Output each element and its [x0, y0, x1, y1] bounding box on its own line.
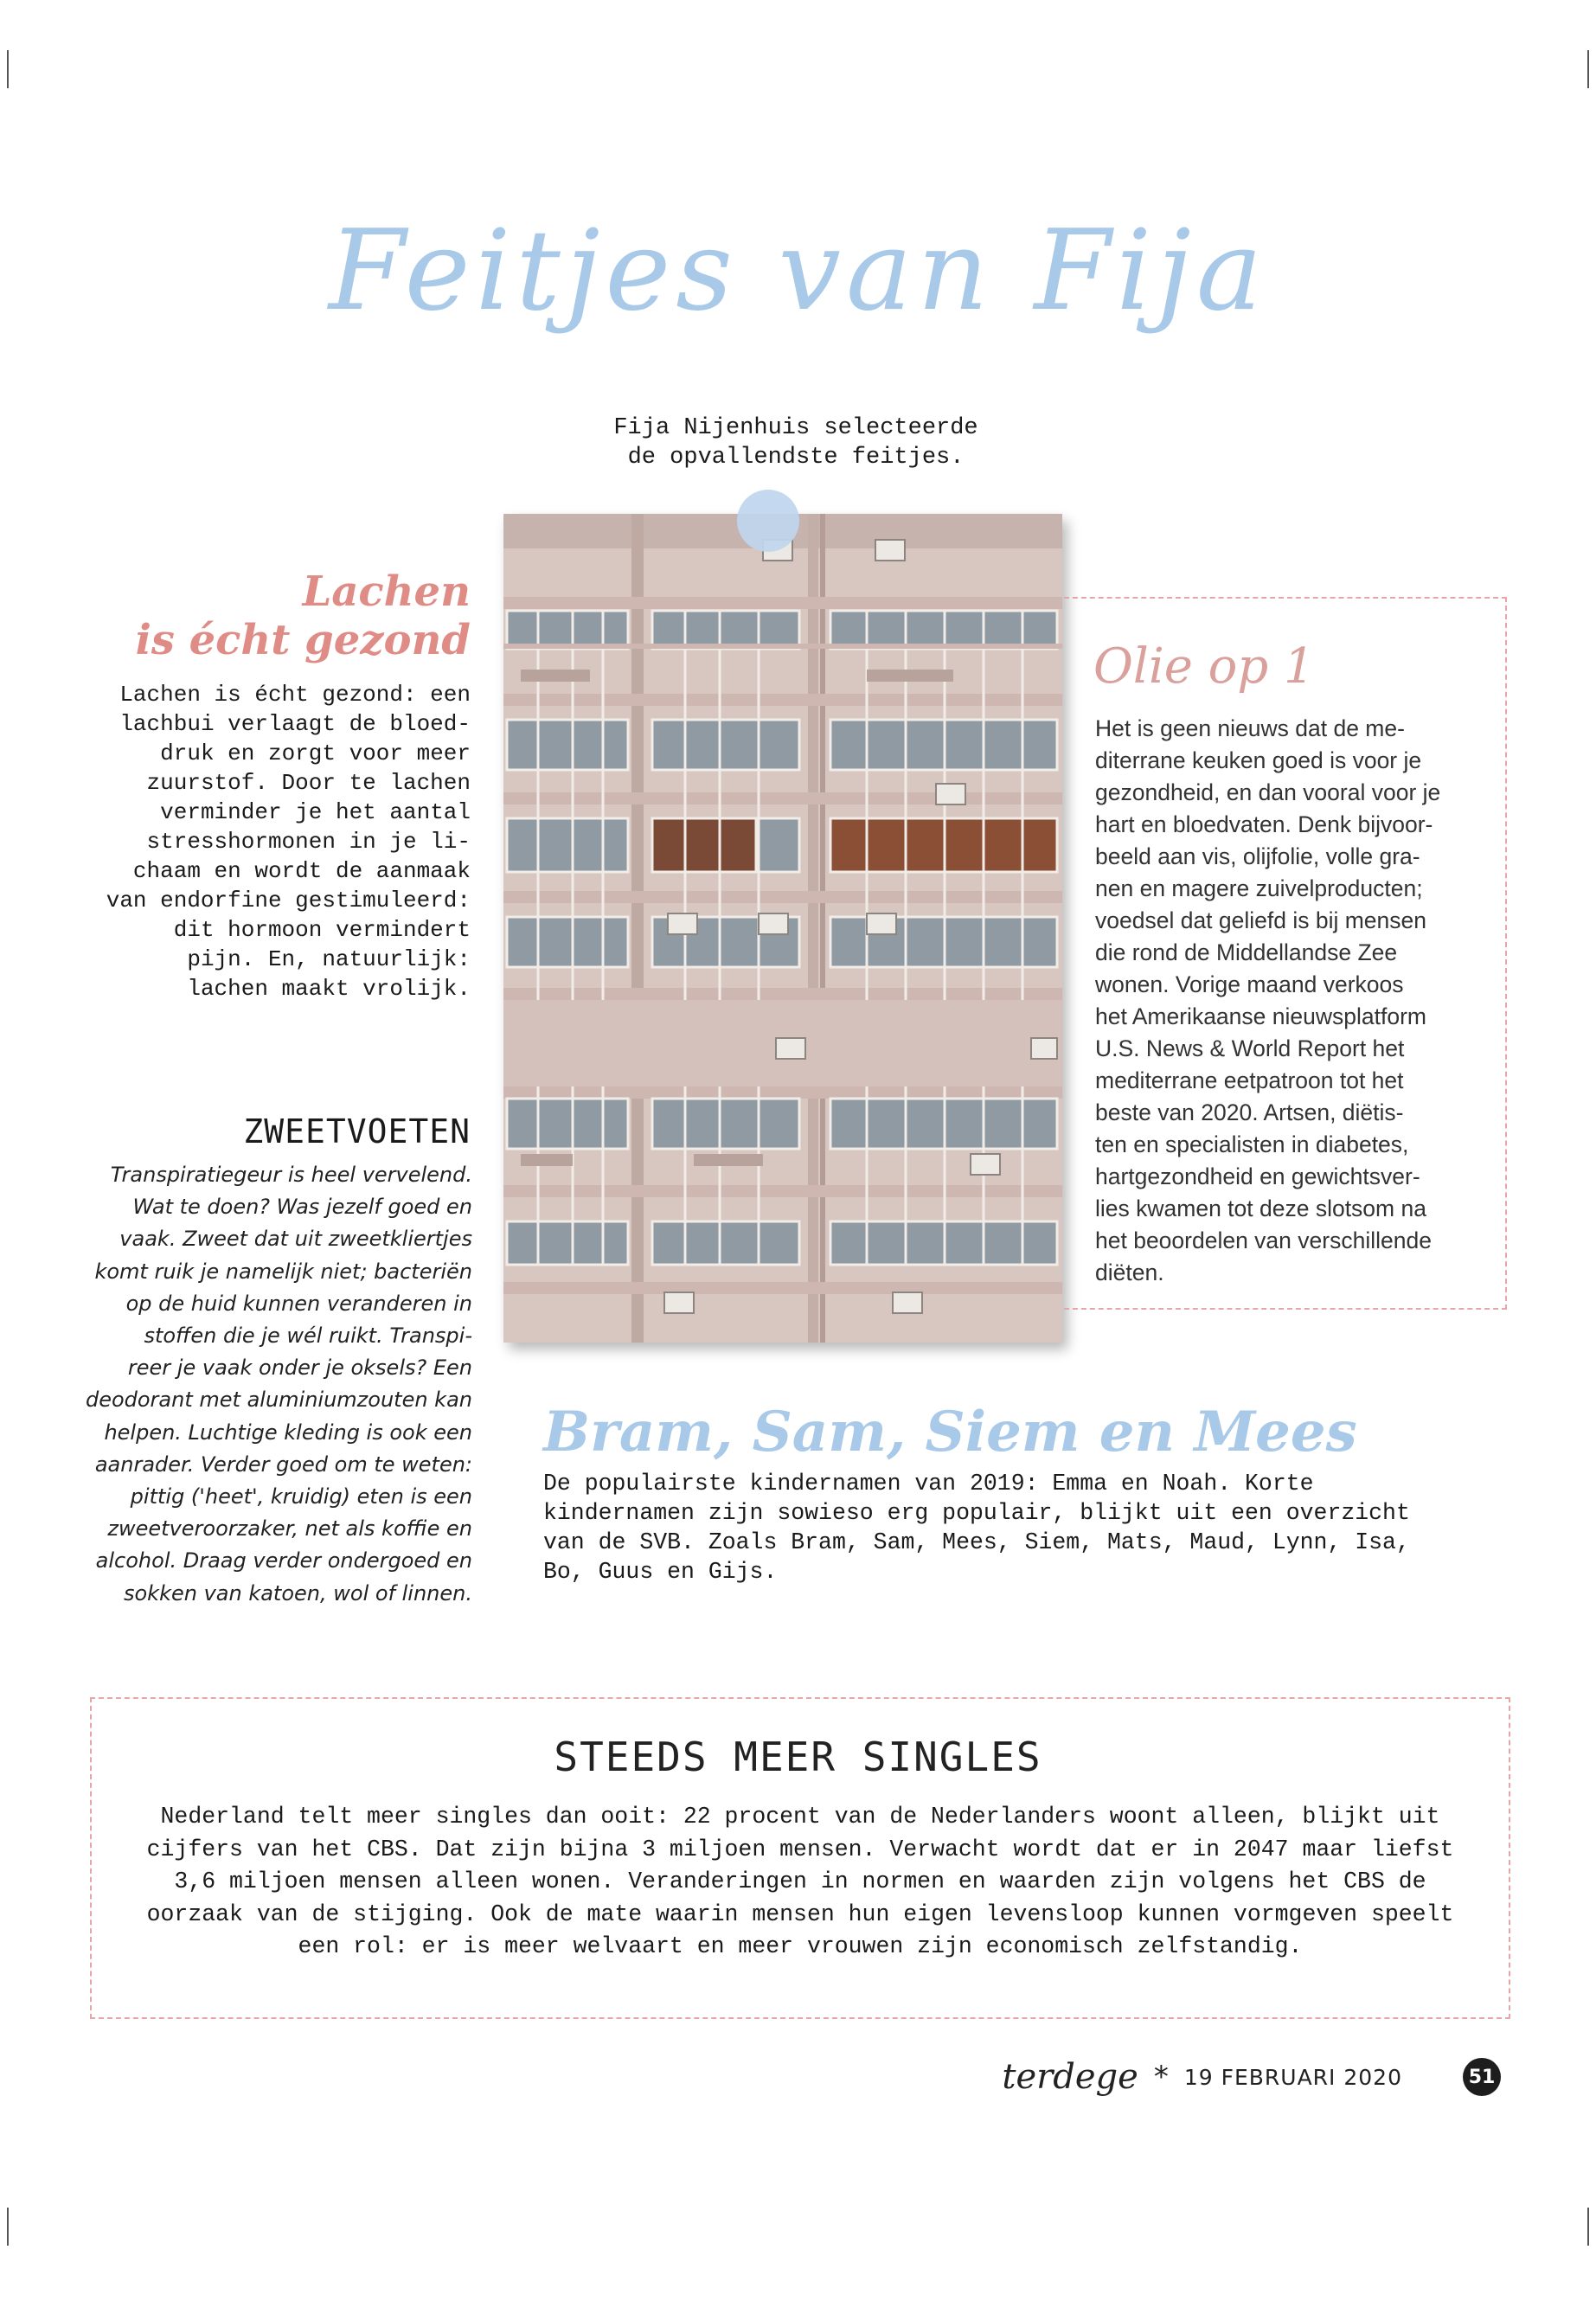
decorative-dot	[737, 490, 799, 552]
crop-mark-bottom-right	[1587, 2208, 1589, 2246]
lachen-heading: Lachen is écht gezond	[135, 567, 471, 664]
crop-mark-top-right	[1587, 50, 1589, 88]
page-number: 51	[1463, 2058, 1501, 2096]
kindernamen-text: De populairste kindernamen van 2019: Emma en Noah. Korte kindernamen zijn sowieso erg populair, blijkt uit een overzicht van de SVB. Zoals Bram, Sam, Mees, Siem, Mats, Maud, Lynn, Isa, Bo, Guus en Gijs.	[543, 1471, 1410, 1585]
singles-text: Nederland telt meer singles dan ooit: 22 procent van de Nederlanders woont alleen, blijkt uit cijfers van het CBS. Dat zijn bijna 3 miljoen mensen. Verwacht wordt dat er in 2047 maar liefst 3,6 miljoen mensen alleen wonen. Veranderingen in normen en waarden zijn volgens het CBS de oorzaak van de stijging. Ook de mate waarin mensen hun eigen levensloop kunnen vormgeven speelt een rol: er is meer welvaart en meer vrouwen zijn economisch zelfstandig.	[146, 1804, 1454, 1959]
lachen-text: Lachen is écht gezond: een lachbui verlaagt de bloed- druk en zorgt voor meer zuurstof. Door te lachen verminder je het aantal stresshormonen in je li- chaam en wordt de aanmaak van endorfine gestimuleerd: dit hormoon vermindert pijn. En, natuurlijk: lachen maakt vrolijk.	[106, 682, 471, 1002]
singles-heading: STEEDS MEER SINGLES	[554, 1734, 1042, 1780]
page-footer	[1002, 2057, 1501, 2097]
zweetvoeten-text: Transpiratiegeur is heel vervelend. Wat te doen? Was jezelf goed en vaak. Zweet dat uit zweetkliertjes komt ruik je namelijk niet; bacteriën op de huid kunnen veranderen in stoffen die je wél ruikt. Transpi- reer je vaak onder je oksels? Een deodorant met aluminiumzouten kan helpen. Luchtige kleding is ook een aanrader. Verder goed om te weten: pittig ('heet', kruidig) eten is een zweetveroorzaker, net als koffie en alcohol. Draag verder ondergoed en sokken van katoen, wol of linnen.	[85, 1163, 472, 1606]
olie-heading: Olie op 1	[1093, 638, 1315, 695]
zweetvoeten-heading: ZWEETVOETEN	[243, 1112, 471, 1150]
kindernamen-heading: Bram, Sam, Siem en Mees	[543, 1400, 1357, 1465]
page-title: Feitjes van Fija	[328, 207, 1268, 336]
asterisk-icon: *	[1153, 2060, 1169, 2094]
building-photo	[503, 514, 1062, 1343]
crop-mark-top-left	[7, 50, 9, 88]
crop-mark-bottom-left	[7, 2208, 9, 2246]
issue-date: 19 FEBRUARI 2020	[1183, 2064, 1402, 2090]
page-subtitle: Fija Nijenhuis selecteerde de opvallendste feitjes.	[613, 415, 978, 471]
olie-text: Het is geen nieuws dat de me- diterrane keuken goed is voor je gezondheid, en dan vooral voor je hart en bloedvaten. Denk bijvoor- beeld aan vis, olijfolie, volle gra- nen en magere zuivelproducten; voedsel dat geliefd is bij mensen die rond de Middellandse Zee wonen. Vorige maand verkoos het Amerikaanse nieuwsplatform U.S. News & World Report het mediterrane eetpatroon tot het beste van 2020. Artsen, diëtis- ten en specialisten in diabetes, hartgezondheid en gewichtsver- lies kwamen tot deze slotsom na het beoordelen van verschillende diëten.	[1095, 715, 1441, 1285]
magazine-brand: terdege	[1002, 2057, 1138, 2097]
